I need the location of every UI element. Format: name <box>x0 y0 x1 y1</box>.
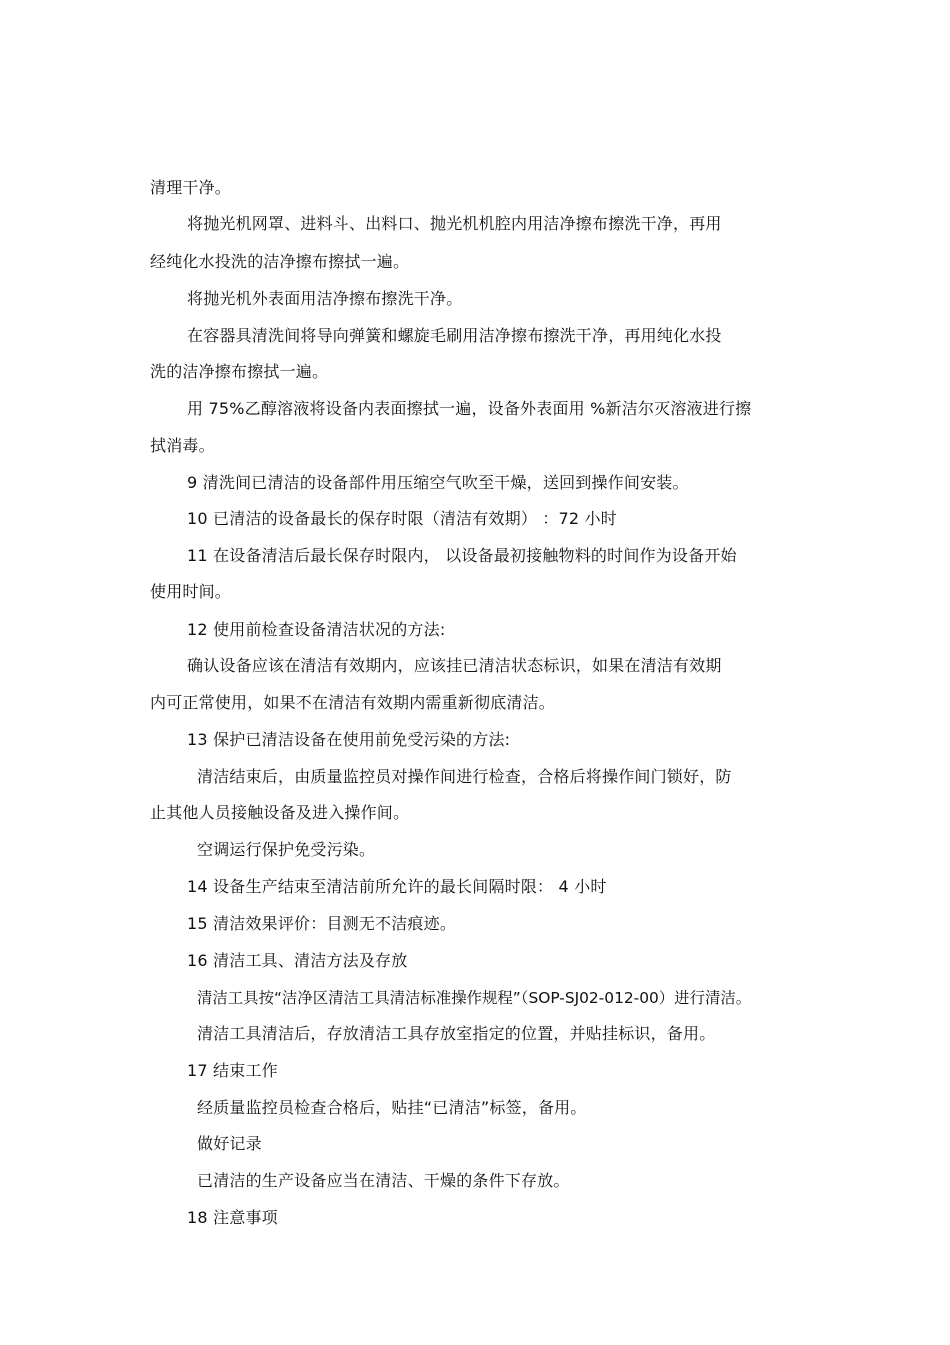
text-line: 确认设备应该在清洁有效期内，应该挂已清洁状态标识，如果在清洁有效期 <box>187 656 722 675</box>
text-line: 空调运行保护免受污染。 <box>197 840 376 859</box>
text-line: 11 在设备清洁后最长保存时限内， 以设备最初接触物料的时间作为设备开始 <box>187 546 737 565</box>
text-line: 清理干净。 <box>150 178 232 197</box>
text-line: 17 结束工作 <box>187 1061 278 1080</box>
text-line: 经纯化水投洗的洁净擦布擦拭一遍。 <box>150 252 410 271</box>
text-line: 内可正常使用，如果不在清洁有效期内需重新彻底清洁。 <box>150 693 556 712</box>
text-line: 18 注意事项 <box>187 1208 278 1227</box>
text-line: 止其他人员接触设备及进入操作间。 <box>150 803 410 822</box>
text-line: 14 设备生产结束至清洁前所允许的最长间隔时限： 4 小时 <box>187 877 607 896</box>
text-line: 洗的洁净擦布擦拭一遍。 <box>150 362 329 381</box>
text-line: 清洁工具按“洁净区清洁工具清洁标准操作规程”（SOP-SJ02-012-00）进行清洁。 <box>197 989 752 1007</box>
text-line: 拭消毒。 <box>150 436 215 455</box>
text-line: 在容器具清洗间将导向弹簧和螺旋毛刷用洁净擦布擦洗干净，再用纯化水投 <box>187 326 722 345</box>
text-line: 使用时间。 <box>150 582 232 601</box>
text-line: 9 清洗间已清洁的设备部件用压缩空气吹至干燥，送回到操作间安装。 <box>187 473 689 492</box>
text-line: 经质量监控员检查合格后，贴挂“已清洁”标签，备用。 <box>197 1098 587 1117</box>
text-line: 清洁结束后，由质量监控员对操作间进行检查，合格后将操作间门锁好，防 <box>197 767 732 786</box>
text-line: 13 保护已清洁设备在使用前免受污染的方法: <box>187 730 511 749</box>
text-line: 清洁工具清洁后，存放清洁工具存放室指定的位置，并贴挂标识，备用。 <box>197 1024 716 1043</box>
text-line: 用 75%乙醇溶液将设备内表面擦拭一遍，设备外表面用 %新洁尔灭溶液进行擦 <box>187 399 752 418</box>
text-line: 16 清洁工具、清洁方法及存放 <box>187 951 408 970</box>
text-line: 15 清洁效果评价：目测无不洁痕迹。 <box>187 914 457 933</box>
text-line: 12 使用前检查设备清洁状况的方法: <box>187 620 446 639</box>
text-line: 做好记录 <box>197 1134 262 1153</box>
text-line: 10 已清洁的设备最长的保存时限（清洁有效期） ：72 小时 <box>187 509 617 528</box>
text-line: 已清洁的生产设备应当在清洁、干燥的条件下存放。 <box>197 1171 570 1190</box>
text-line: 将抛光机网罩、进料斗、出料口、抛光机机腔内用洁净擦布擦洗干净，再用 <box>187 214 722 233</box>
text-line: 将抛光机外表面用洁净擦布擦洗干净。 <box>187 289 463 308</box>
